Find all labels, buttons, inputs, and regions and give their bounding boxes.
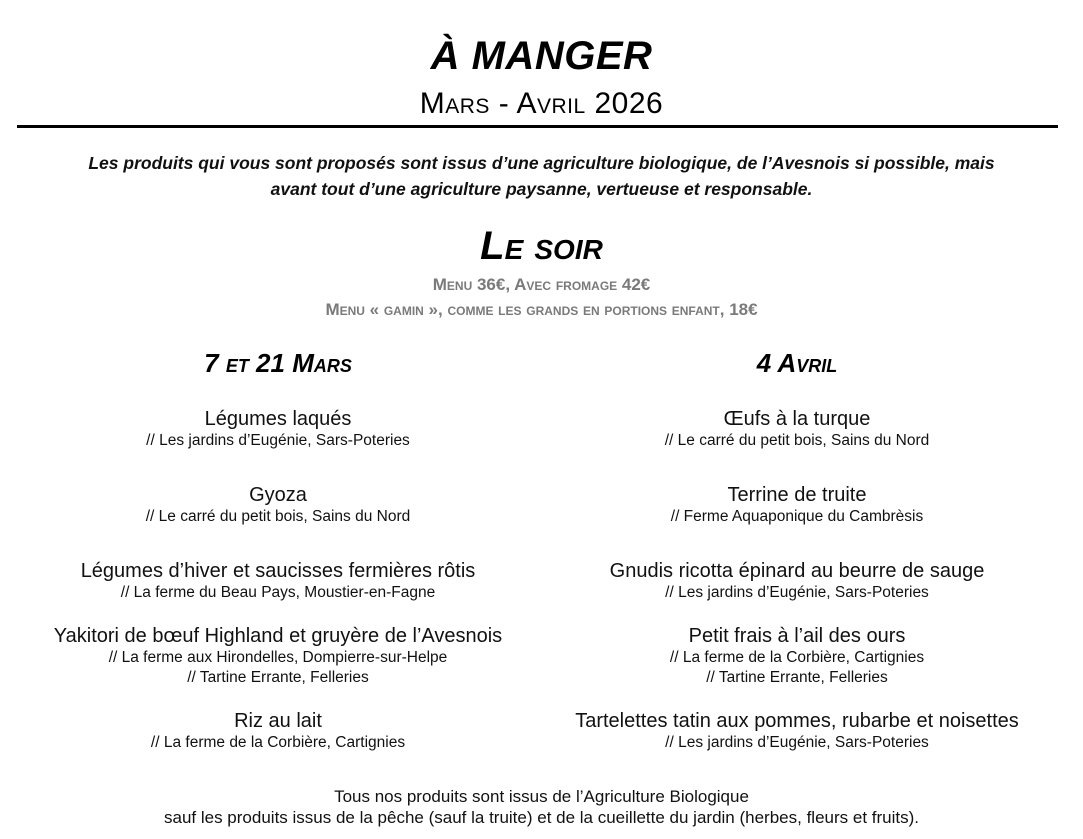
dish-name: Légumes d’hiver et saucisses fermières rôtis — [80, 560, 476, 582]
dish-name: Yakitori de bœuf Highland et gruyère de l’Avesnois — [53, 625, 503, 647]
dish-source: // Les jardins d’Eugénie, Sars-Poteries — [665, 584, 929, 601]
dish-name: Petit frais à l’ail des ours — [688, 625, 906, 647]
left-dish-2 — [8, 483, 548, 527]
header-divider — [17, 125, 1058, 128]
dish-source: // Le carré du petit bois, Sains du Nord — [664, 432, 930, 449]
right-column-heading: 4 Avril — [756, 348, 838, 378]
left-dish-3 — [8, 559, 548, 603]
right-dish-3 — [527, 559, 1067, 603]
right-dish-2 — [527, 483, 1067, 527]
dish-source: // La ferme aux Hirondelles, Dompierre-sur-Helpe — [108, 649, 448, 666]
dish-source: // La ferme de la Corbière, Cartignies — [669, 649, 925, 666]
dish-name: Tartelettes tatin aux pommes, rubarbe et noisettes — [575, 710, 1019, 732]
dish-source: // La ferme de la Corbière, Cartignies — [150, 734, 406, 751]
dish-source: // Tartine Errante, Felleries — [187, 669, 369, 686]
dish-source: // Le carré du petit bois, Sains du Nord — [145, 508, 411, 525]
right-dish-4 — [527, 624, 1067, 688]
intro-line: Les produits qui vous sont proposés sont issus d’une agriculture biologique, de l’Avesnois si possible, mais — [88, 153, 995, 173]
right-dish-1 — [527, 407, 1067, 451]
kids-menu-price: Menu « gamin », comme les grands en portions enfant, 18€ — [325, 300, 758, 319]
dish-name: Gyoza — [249, 484, 307, 506]
section-title: Le soir — [480, 224, 603, 268]
left-dish-1 — [8, 407, 548, 451]
menu-price: Menu 36€, Avec fromage 42€ — [432, 275, 651, 294]
footer-line: sauf les produits issus de la pêche (sauf la truite) et de la cueillette du jardin (herbes, fleurs et fruits). — [164, 808, 919, 827]
page-subtitle: Mars - Avril 2026 — [419, 87, 664, 120]
dish-name: Gnudis ricotta épinard au beurre de sauge — [609, 560, 985, 582]
left-dish-4 — [8, 624, 548, 688]
dish-source: // La ferme du Beau Pays, Moustier-en-Fagne — [120, 584, 436, 601]
dish-source: // Ferme Aquaponique du Cambrèsis — [670, 508, 924, 525]
dish-source: // Les jardins d’Eugénie, Sars-Poteries — [146, 432, 410, 449]
dish-source: // Les jardins d’Eugénie, Sars-Poteries — [665, 734, 929, 751]
dish-name: Terrine de truite — [727, 484, 867, 506]
dish-name: Œufs à la turque — [723, 408, 871, 430]
intro-text — [10, 150, 1073, 202]
dish-source: // Tartine Errante, Felleries — [706, 669, 888, 686]
left-dish-5 — [8, 709, 548, 753]
intro-line: avant tout d’une agriculture paysanne, vertueuse et responsable. — [270, 179, 813, 199]
footer-note — [0, 786, 1083, 828]
page-title: À MANGER — [430, 34, 653, 78]
left-column-heading: 7 et 21 Mars — [204, 348, 352, 378]
footer-line: Tous nos produits sont issus de l’Agriculture Biologique — [334, 787, 749, 806]
dish-name: Légumes laqués — [204, 408, 352, 430]
right-dish-5 — [527, 709, 1067, 753]
dish-name: Riz au lait — [234, 710, 322, 732]
